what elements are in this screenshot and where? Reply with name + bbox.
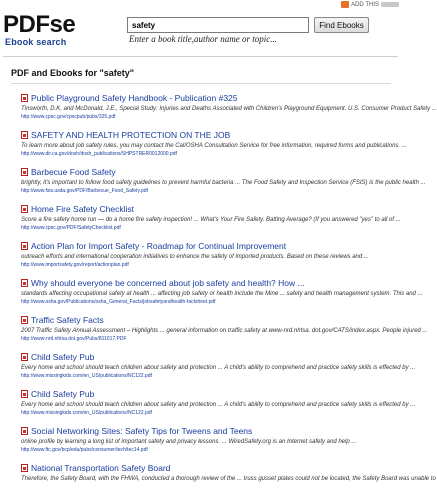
result-title-row <box>21 166 393 177</box>
pdf-file-icon <box>21 353 28 361</box>
pdf-file-icon <box>21 464 28 472</box>
result-item <box>21 166 426 195</box>
pdf-file-icon <box>21 168 28 176</box>
result-url-link[interactable]: http://www.osha.gov/Publications/osha_General_Facts/jobsafetyandhealth-factsheet.pdf <box>21 299 216 305</box>
result-title-link[interactable]: Child Safety Pub <box>31 351 95 362</box>
result-description: Score a fire safety home run — do a home fire safety inspection! ... What's Your Fire Safety. Batting Average? (If you answered "yes" to all of ... <box>21 217 401 223</box>
result-title-row <box>21 129 393 140</box>
result-title-row <box>21 462 393 473</box>
result-title-row <box>21 388 393 399</box>
page-title: PDF and Ebooks for "safety" <box>11 68 135 78</box>
result-item <box>21 425 393 454</box>
pdf-file-icon <box>21 316 28 324</box>
addthis-widget[interactable] <box>341 0 399 9</box>
header-divider <box>3 56 398 57</box>
result-item <box>21 351 416 380</box>
result-item <box>21 203 401 232</box>
result-title-link[interactable]: SAFETY AND HEALTH PROTECTION ON THE JOB <box>31 129 231 140</box>
result-item <box>21 240 393 269</box>
result-description: standards affecting occupational safety at health ... affecting job safety or health include the Mine ... safety and health management system. This and ... <box>21 291 423 297</box>
addthis-bar <box>381 2 399 7</box>
result-url-link[interactable]: http://www.importsafety.gov/report/actionplan.pdf <box>21 262 129 268</box>
find-ebooks-button[interactable]: Find Ebooks <box>314 17 369 33</box>
site-header <box>3 11 398 52</box>
result-url-link[interactable]: http://www.missingkids.com/en_US/publications/NC122.pdf <box>21 410 152 416</box>
result-item <box>21 388 416 417</box>
result-title-row <box>21 203 393 214</box>
pdf-file-icon <box>21 279 28 287</box>
result-title-link[interactable]: Barbecue Food Safety <box>31 166 116 177</box>
result-title-link[interactable]: Home Fire Safety Checklist <box>31 203 134 214</box>
result-description: 2007 Traffic Safety Annual Assessment – Highlights ... general information on traffic safety at www-nrd.nhtsa. dot.gov/CATS/index.aspx. People injured ... <box>21 328 428 334</box>
result-item <box>21 314 428 343</box>
result-item <box>21 129 407 158</box>
result-url-link[interactable]: http://www-nrd.nhtsa.dot.gov/Pubs/811017.PDF <box>21 336 127 342</box>
result-url-link[interactable]: http://www.fsis.usda.gov/PDF/Barbecue_Food_Safety.pdf <box>21 188 148 194</box>
pdf-file-icon <box>21 242 28 250</box>
result-item <box>21 92 437 121</box>
title-divider <box>11 83 391 84</box>
search-hint: Enter a book title,author name or topic... <box>129 34 277 44</box>
result-title-row <box>21 277 393 288</box>
site-logo[interactable]: PDFse <box>3 11 76 38</box>
result-url-link[interactable]: http://www.cpsc.gov/cpscpub/pubs/325.pdf <box>21 114 116 120</box>
pdf-file-icon <box>21 131 28 139</box>
pdf-file-icon <box>21 390 28 398</box>
result-title-row <box>21 425 393 436</box>
pdf-file-icon <box>21 427 28 435</box>
site-logo-subtitle: Ebook search <box>5 37 67 47</box>
results-list <box>21 92 437 491</box>
result-item <box>21 277 423 306</box>
result-description: online profile by learning a long list of important safety and privacy lessons. ... WiredSafety.org is an Internet safety and help ... <box>21 439 357 445</box>
result-title-row <box>21 92 393 103</box>
result-item <box>21 462 436 483</box>
result-title-row <box>21 314 393 325</box>
result-description: Every home and school should teach children about safety and protection ... A child's ability to comprehend and practice safety skills is effected by ... <box>21 365 416 371</box>
result-url-link[interactable]: http://www.dir.ca.gov/dosh/dosh_publications/SHPSTRER0012000.pdf <box>21 151 177 157</box>
result-title-link[interactable]: Why should everyone be concerned about job safety and health? How ... <box>31 277 305 288</box>
result-url-link[interactable]: http://www.cpsc.gov/PDF/SafetyChecklist.pdf <box>21 225 121 231</box>
search-input[interactable] <box>127 17 309 33</box>
result-description: To learn more about job safety rules, you may contact the Cal/OSHA Consultation Service for free information, required forms and publications. ... <box>21 143 407 149</box>
result-title-link[interactable]: Social Networking Sites: Safety Tips for Tweens and Teens <box>31 425 253 436</box>
result-title-link[interactable]: Action Plan for Import Safety - Roadmap for Continual Improvement <box>31 240 287 251</box>
pdf-file-icon <box>21 205 28 213</box>
result-description: brightly, it's important to follow food safety guidelines to prevent harmful bacteria ... The Food Safety and Inspection Service (FSIS) is the public health ... <box>21 180 426 186</box>
result-title-link[interactable]: Traffic Safety Facts <box>31 314 104 325</box>
result-title-row <box>21 240 393 251</box>
result-title-link[interactable]: Child Safety Pub <box>31 388 95 399</box>
result-url-link[interactable]: http://www.ftc.gov/bcp/edu/pubs/consumer/tech/tec14.pdf <box>21 447 148 453</box>
addthis-label: ADD THIS <box>351 1 379 8</box>
result-title-link[interactable]: Public Playground Safety Handbook - Publication #325 <box>31 92 238 103</box>
result-description: Therefore, the Safety Board, with the FHWA, conducted a thorough review of the ... truss gusset plates could not be located, the Safety Board was unable to <box>21 476 436 482</box>
result-url-link[interactable]: http://www.missingkids.com/en_US/publications/NC122.pdf <box>21 373 152 379</box>
result-title-row <box>21 351 393 362</box>
result-title-link[interactable]: National Transportation Safety Board <box>31 462 171 473</box>
result-description: Tinsworth, D.K. and McDonald, J.E., Special Study: Injuries and Deaths Associated with Children's Playground Equipment. U.S. Consumer Product Safety ... <box>21 106 437 112</box>
result-description: Every home and school should teach children about safety and protection ... A child's ability to comprehend and practice safety skills is effected by ... <box>21 402 416 408</box>
pdf-file-icon <box>21 94 28 102</box>
share-icon <box>341 1 349 8</box>
result-description: outreach efforts and international cooperation initiatives to enhance the safety of imported products. Based on these reviews and ... <box>21 254 369 260</box>
